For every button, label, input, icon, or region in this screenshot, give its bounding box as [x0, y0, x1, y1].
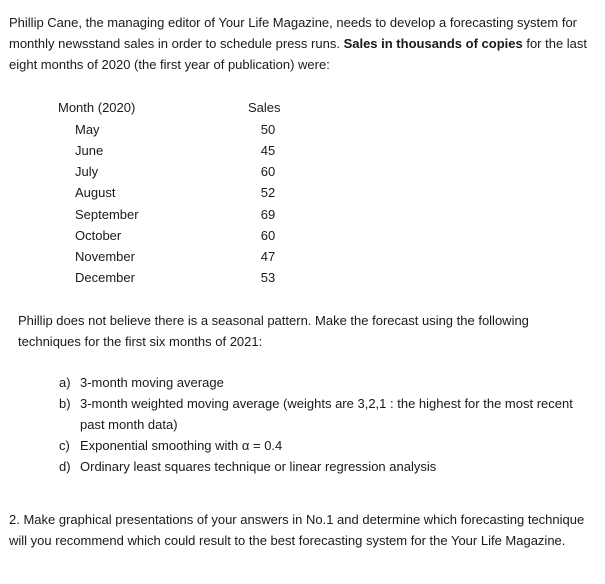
list-item-text: 3-month moving average	[80, 375, 224, 390]
table-row	[0, 204, 605, 225]
list-item-text: Exponential smoothing with α = 0.4	[80, 438, 283, 453]
table-row	[0, 119, 605, 140]
list-marker: d)	[59, 459, 71, 474]
intro-bold-text: Sales in thousands of copies	[343, 36, 523, 51]
month-cell: May	[75, 122, 100, 137]
table-row	[0, 140, 605, 161]
month-cell: October	[75, 228, 122, 243]
sales-cell: 69	[260, 207, 276, 222]
intro-paragraph	[9, 12, 594, 75]
seasonal-note-paragraph: Phillip does not believe there is a seasonal pattern. Make the forecast using the following techniques for the first six months of 2021:	[18, 313, 529, 349]
list-marker: b)	[59, 396, 71, 411]
month-cell: August	[75, 185, 116, 200]
month-cell: July	[75, 164, 99, 179]
month-cell: June	[75, 143, 104, 158]
month-cell: September	[75, 207, 139, 222]
table-row	[0, 246, 605, 267]
month-cell: December	[75, 270, 135, 285]
table-row	[0, 161, 605, 182]
sales-cell: 52	[260, 185, 276, 200]
table-row	[0, 182, 605, 203]
list-item-text: 3-month weighted moving average (weights are 3,2,1 : the highest for the most recent past month data)	[80, 396, 573, 432]
list-item-text: Ordinary least squares technique or linear regression analysis	[80, 459, 437, 474]
sales-column-header: Sales	[248, 100, 281, 115]
question-2-paragraph: 2. Make graphical presentations of your answers in No.1 and determine which forecasting technique will you recommend which could result to the best forecasting system for the Your Life Magazine.	[9, 512, 585, 548]
sales-cell: 60	[260, 228, 276, 243]
intro-text-start: Phillip Cane, the managing editor of Your Life Magazine, needs to develop a forecasting system for monthly newsstand sales in order to schedule press runs.	[9, 15, 578, 51]
month-column-header: Month (2020)	[58, 100, 136, 115]
sales-cell: 53	[260, 270, 276, 285]
sales-cell: 45	[260, 143, 276, 158]
intro-text-end: for the last eight months of 2020 (the first year of publication) were:	[9, 36, 588, 72]
sales-cell: 47	[260, 249, 276, 264]
list-marker: c)	[59, 438, 70, 453]
month-cell: November	[75, 249, 135, 264]
sales-cell: 60	[260, 164, 276, 179]
sales-cell: 50	[260, 122, 276, 137]
table-row	[0, 267, 605, 288]
list-marker: a)	[59, 375, 71, 390]
table-row	[0, 225, 605, 246]
